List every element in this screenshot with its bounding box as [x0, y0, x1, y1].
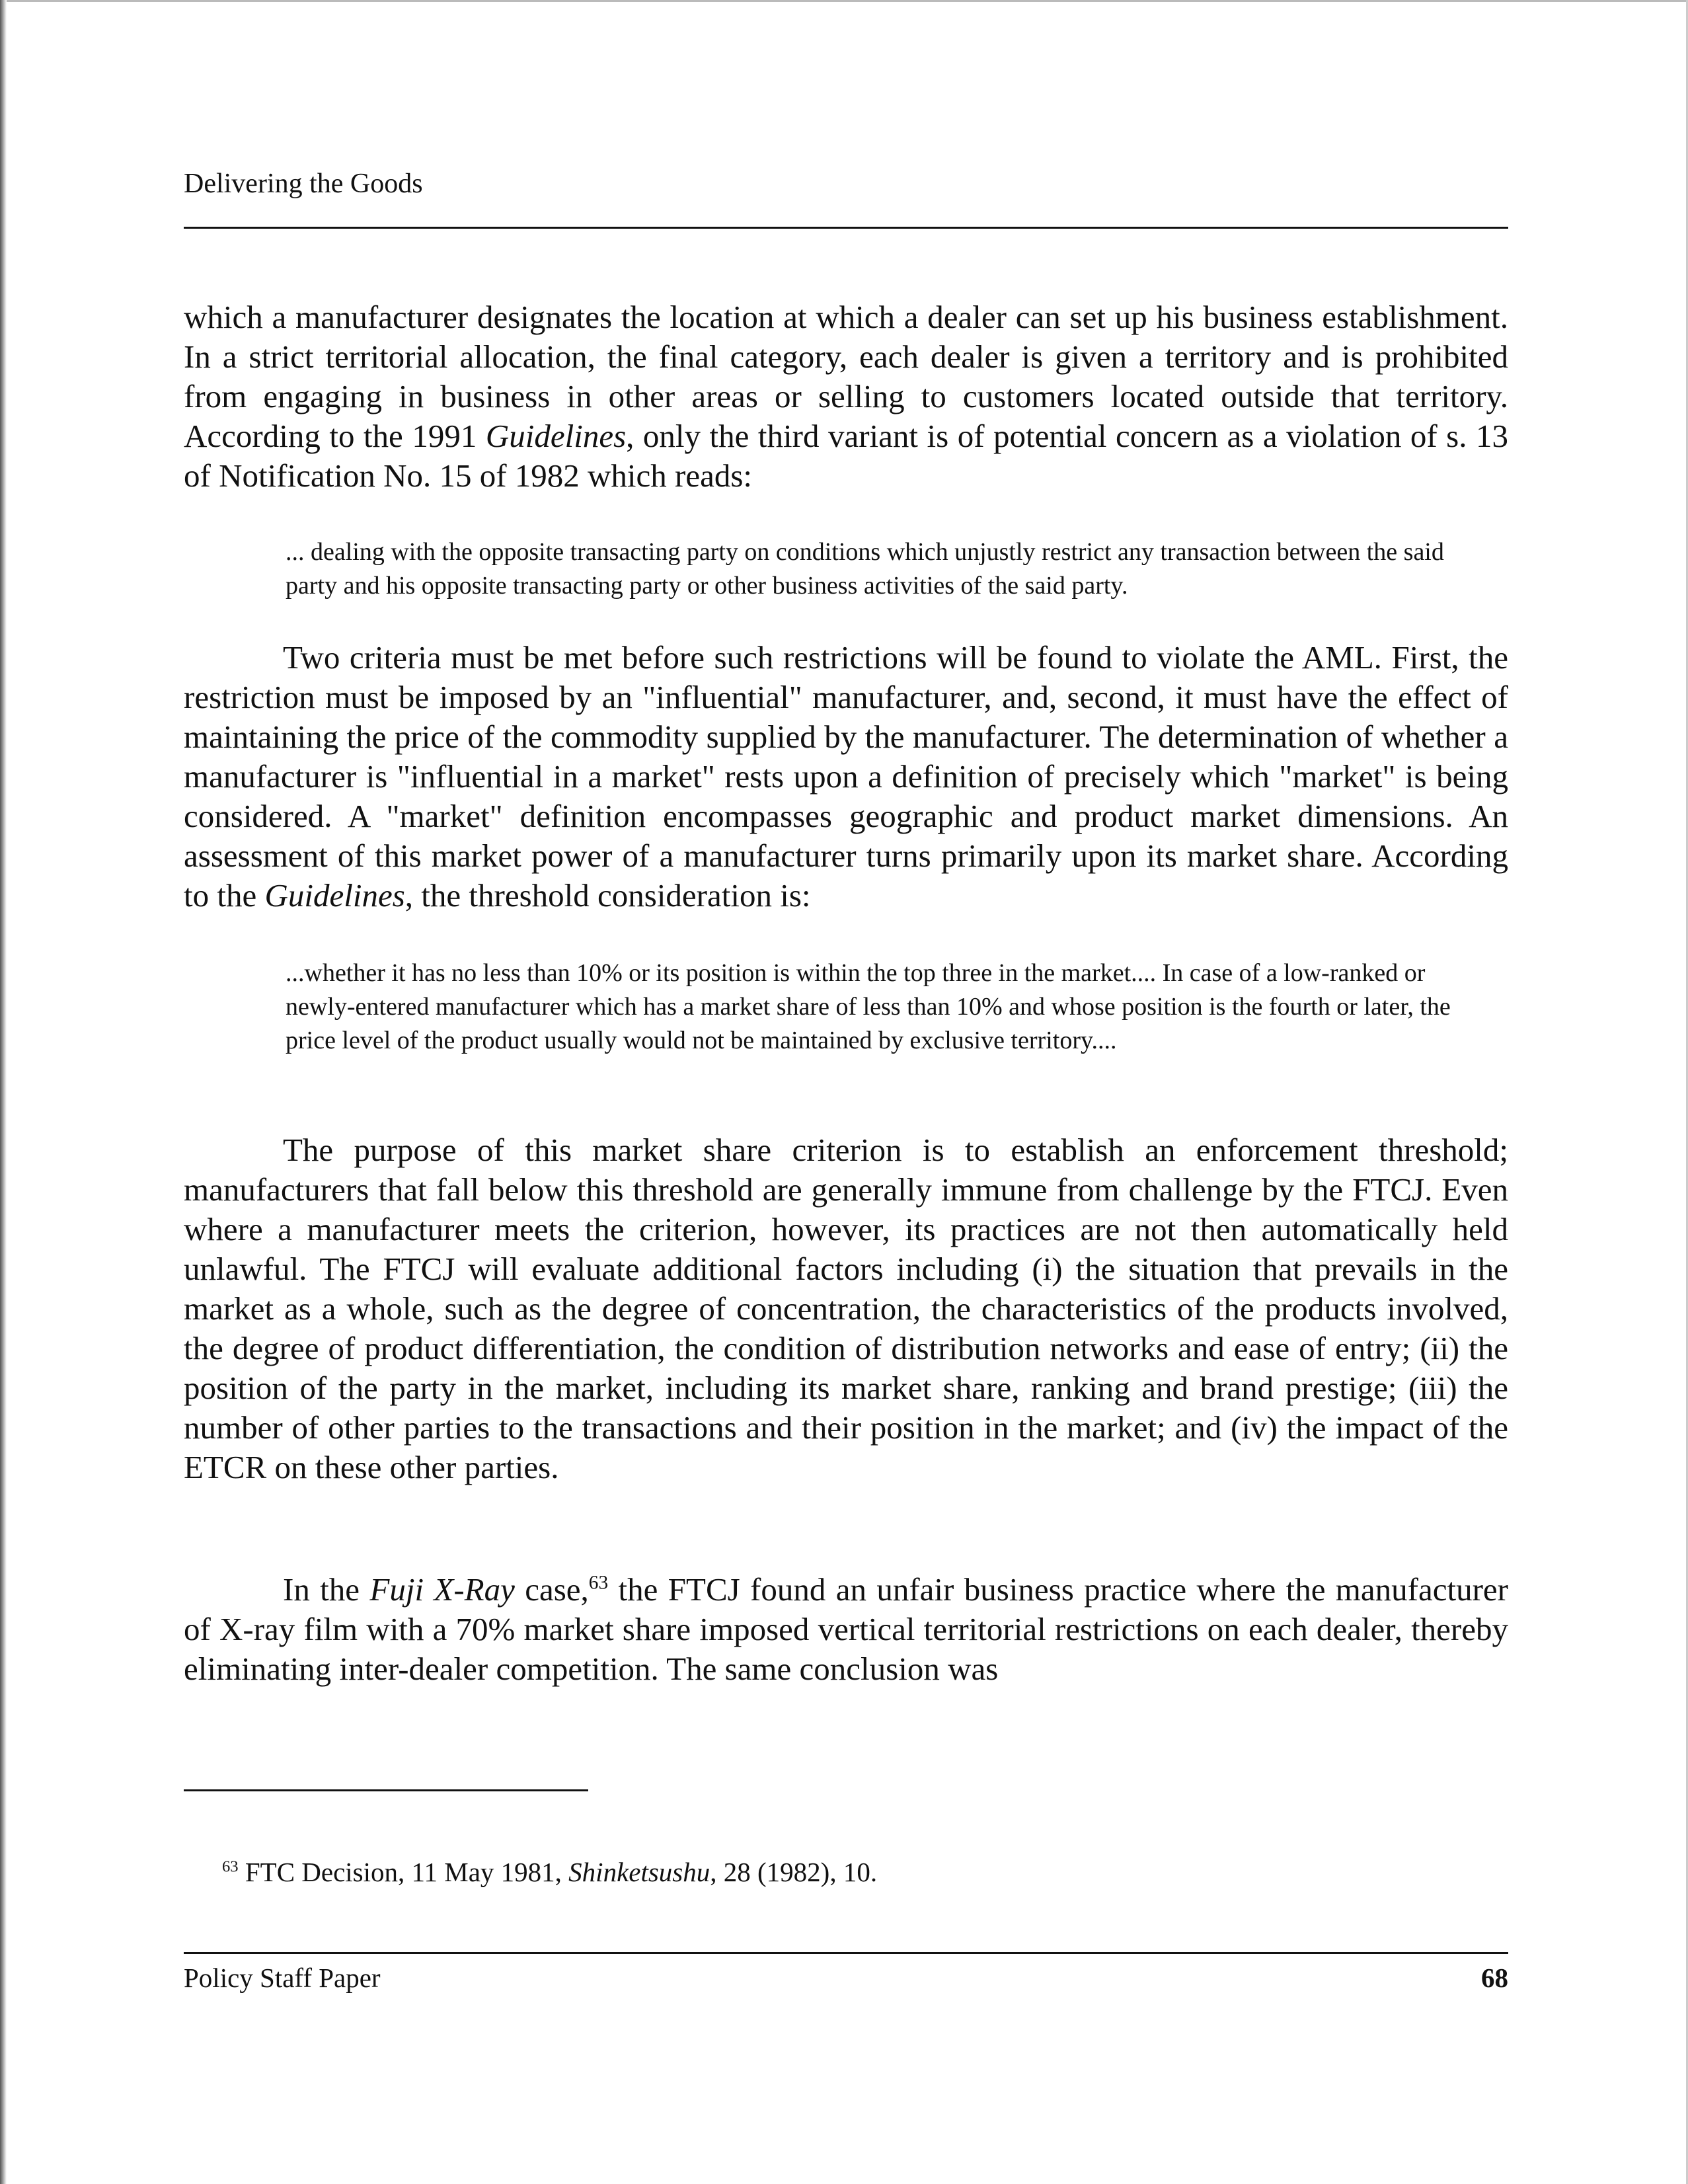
footnote-rule [184, 1789, 588, 1791]
paragraph-2-text-a: Two criteria must be met before such restrictions will be found to violate the AML. First, the restriction must be imposed by an "influential" manufacturer, and, second, it must have the effect of maintaining the price of the commodity supplied by the manufacturer. The determination of whether a manufacturer is "influential in a market" rests upon a definition of precisely which "market" is being considered. A "market" definition encompasses geographic and product market dimensions. An assessment of this market power of a manufacturer turns primarily upon its market share. According to the [184, 639, 1508, 914]
footnote-text-a: FTC Decision, 11 May 1981, [238, 1857, 569, 1887]
paragraph-1-text-b: , only the third variant is of potential concern as a violation of s. 13 of Notification No. 15 of 1982 which reads: [184, 418, 1509, 494]
paragraph-1-text-a: which a manufacturer designates the location at which a dealer can set up his business establishment. In a strict territorial allocation, the final category, each dealer is given a territory and is prohibited from engaging in business in other areas or selling to customers located outside that territory. According to the 1991 [184, 299, 1508, 454]
page-edge-left [0, 0, 7, 2184]
page-edge-top [0, 0, 1688, 2]
block-quote-2 [286, 956, 1469, 1058]
footnote-marker: 63 [222, 1857, 239, 1876]
paragraph-4-italic: Fuji X-Ray [369, 1571, 515, 1608]
footnote [222, 1854, 877, 1890]
header-rule [184, 227, 1508, 229]
paragraph-3 [184, 1130, 1508, 1487]
paragraph-4-text-c: the FTCJ found an unfair business practice where the manufacturer of X-ray film with a 70% market share imposed vertical territorial restrictions on each dealer, thereby eliminating inter-dealer competition. The same conclusion was [184, 1571, 1508, 1687]
paragraph-3-text: The purpose of this market share criterion is to establish an enforcement threshold; manufacturers that fall below this threshold are generally immune from challenge by the FTCJ. Even where a manufacturer meets the criterion, however, its practices are not then automatically held unlawful. The FTCJ will evaluate additional factors including (i) the situation that prevails in the market as a whole, such as the degree of concentration, the characteristics of the products involved, the degree of product differentiation, the condition of distribution networks and ease of entry; (ii) the position of the party in the market, including its market share, ranking and brand prestige; (iii) the number of other parties to the transactions and their position in the market; and (iv) the impact of the ETCR on these other parties. [184, 1132, 1508, 1485]
footnote-reference: 63 [588, 1572, 609, 1594]
footer-publication: Policy Staff Paper [184, 1963, 381, 1993]
paragraph-4-text-b: case, [514, 1571, 589, 1608]
block-quote-1 [286, 535, 1469, 603]
paragraph-1-italic: Guidelines [485, 418, 627, 454]
block-quote-1-text: ... dealing with the opposite transacting party on conditions which unjustly restrict any transaction between the said party and his opposite transacting party or other business activities of the said party. [286, 538, 1444, 600]
paragraph-2 [184, 638, 1508, 916]
paragraph-4-text-a: In the [283, 1571, 370, 1608]
paragraph-1 [184, 297, 1508, 496]
paragraph-4 [184, 1570, 1508, 1689]
paragraph-2-text-b: , the threshold consideration is: [404, 877, 811, 914]
footnote-italic: Shinketsushu [568, 1857, 710, 1887]
page-number: 68 [1481, 1963, 1508, 1993]
footnote-text-b: , 28 (1982), 10. [710, 1857, 878, 1887]
footer-rule [184, 1952, 1508, 1954]
paragraph-2-italic: Guidelines [264, 877, 405, 914]
block-quote-2-text: ...whether it has no less than 10% or its position is within the top three in the market.... In case of a low-ranked or newly-entered manufacturer which has a market share of less than 10% and whose position is the fourth or later, the price level of the product usually would not be maintained by exclusive territory.... [286, 959, 1451, 1054]
running-header: Delivering the Goods [184, 169, 423, 199]
